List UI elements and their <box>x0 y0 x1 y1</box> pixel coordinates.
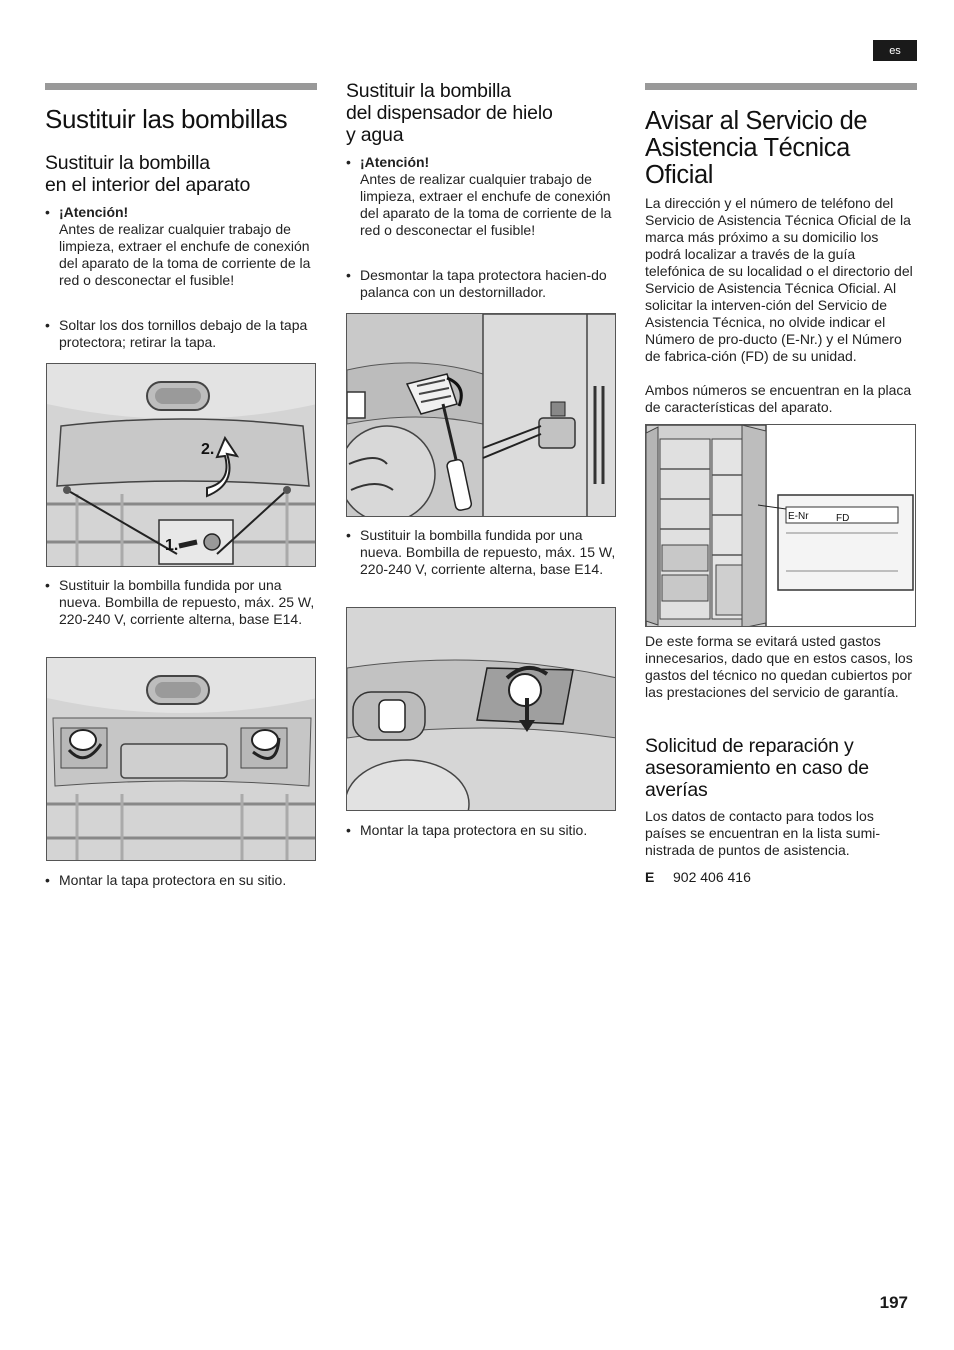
plate-label-fd: FD <box>836 513 850 524</box>
step-list <box>346 822 616 839</box>
step-list <box>45 577 317 628</box>
figure-replace-bulb-interior-drawing <box>47 658 316 861</box>
step-refit-cover: • Montar la tapa protectora en su sitio. <box>45 872 317 889</box>
subtitle-line: asesoramiento en caso de <box>645 757 869 779</box>
service-paragraph-1: La dirección y el número de teléfono del Servicio de Asistencia Técnica Oficial de la marca más próximo a su domicilio los podrá localizar a través de la guía telefónica de su localidad o el directorio del Servicio de Asistencia Técnica Oficial. Al solicitar la interven-ción del Servicio de Asistencia Técnica, no olvide indicar el Número de pro-ducto (E-Nr.) y el Número de fabrica-ción (FD) de su unidad. <box>645 195 913 364</box>
section-rule-right <box>645 83 917 90</box>
figure-remove-cover-drawing <box>47 364 316 567</box>
title-line: Avisar al Servicio de <box>645 107 868 135</box>
attention-label: • ¡Atención! <box>360 154 430 170</box>
plate-label-enr: E-Nr <box>788 511 809 522</box>
step-list <box>45 317 317 351</box>
subtitle-line: Sustituir la bombilla <box>45 152 210 174</box>
attention-item <box>346 154 616 239</box>
subtitle-line: en el interior del aparato <box>45 174 251 196</box>
step-list <box>346 267 618 301</box>
subtitle-line: y agua <box>346 124 404 146</box>
figure-replace-dispenser-bulb-drawing <box>347 608 616 811</box>
section-rule-left <box>45 83 317 90</box>
figure-rating-plate <box>645 424 916 627</box>
subtitle-line: Solicitud de reparación y <box>645 735 854 757</box>
figure-label-2: 2. <box>201 441 215 458</box>
attention-text: Antes de realizar cualquier trabajo de limpieza, extraer el enchufe de conexión del aparato de la toma de corriente de la red o desconectar el fusible! <box>59 221 311 288</box>
subsection-title-interior <box>45 152 317 196</box>
figure-label-1: 1. <box>165 537 179 554</box>
country-code: E <box>645 869 655 885</box>
subsection-title-dispenser <box>346 80 616 146</box>
figure-rating-plate-drawing <box>646 425 916 627</box>
service-paragraph-4: Los datos de contacto para todos los países se encuentran en la lista sumi-nistrada de puntos de asistencia. <box>645 808 881 858</box>
attention-text: Antes de realizar cualquier trabajo de limpieza, extraer el enchufe de conexión del aparato de la toma de corriente de la red o desconectar el fusible! <box>360 171 612 238</box>
service-paragraph-2: Ambos números se encuentran en la placa de características del aparato. <box>645 382 912 415</box>
step-refit-cover: • Montar la tapa protectora en su sitio. <box>346 822 616 839</box>
phone-row <box>645 869 917 886</box>
subtitle-line: del dispensador de hielo <box>346 102 553 124</box>
attention-list <box>346 154 616 239</box>
step-remove-screws: • Soltar los dos tornillos debajo de la tapa protectora; retirar la tapa. <box>45 317 317 351</box>
page-number: 197 <box>879 1293 908 1312</box>
title-line: Asistencia Técnica <box>645 134 850 162</box>
figure-replace-bulb-interior <box>46 657 316 861</box>
step-replace-bulb: • Sustituir la bombilla fundida por una nueva. Bombilla de repuesto, máx. 15 W, 220-240 V, corriente alterna, base E14. <box>346 527 616 578</box>
subsection-title-repair <box>645 735 925 801</box>
step-list <box>45 872 317 889</box>
subtitle-line: averías <box>645 779 708 801</box>
step-replace-bulb: • Sustituir la bombilla fundida por una nueva. Bombilla de repuesto, máx. 25 W, 220-240 V, corriente alterna, base E14. <box>45 577 317 628</box>
section-title-bulbs: Sustituir las bombillas <box>45 104 288 134</box>
attention-item <box>45 204 317 289</box>
figure-remove-cover <box>46 363 316 567</box>
attention-label: • ¡Atención! <box>59 204 129 220</box>
figure-replace-dispenser-bulb <box>346 607 616 811</box>
language-tab: es <box>873 40 917 61</box>
subtitle-line: Sustituir la bombilla <box>346 80 511 102</box>
figure-pry-dispenser-cover-drawing <box>347 314 616 517</box>
step-pry-cover: • Desmontar la tapa protectora hacien-do palanca con un destornillador. <box>346 267 618 301</box>
service-phone: 902 406 416 <box>673 869 751 885</box>
step-list <box>346 527 616 578</box>
figure-pry-dispenser-cover <box>346 313 616 517</box>
section-title-service <box>645 108 917 189</box>
attention-list <box>45 204 317 289</box>
service-paragraph-3: De este forma se evitará usted gastos innecesarios, dado que en estos casos, los gastos del técnico no quedan cubiertos por las prestaciones del servicio de garantía. <box>645 633 913 700</box>
title-line: Oficial <box>645 161 714 189</box>
